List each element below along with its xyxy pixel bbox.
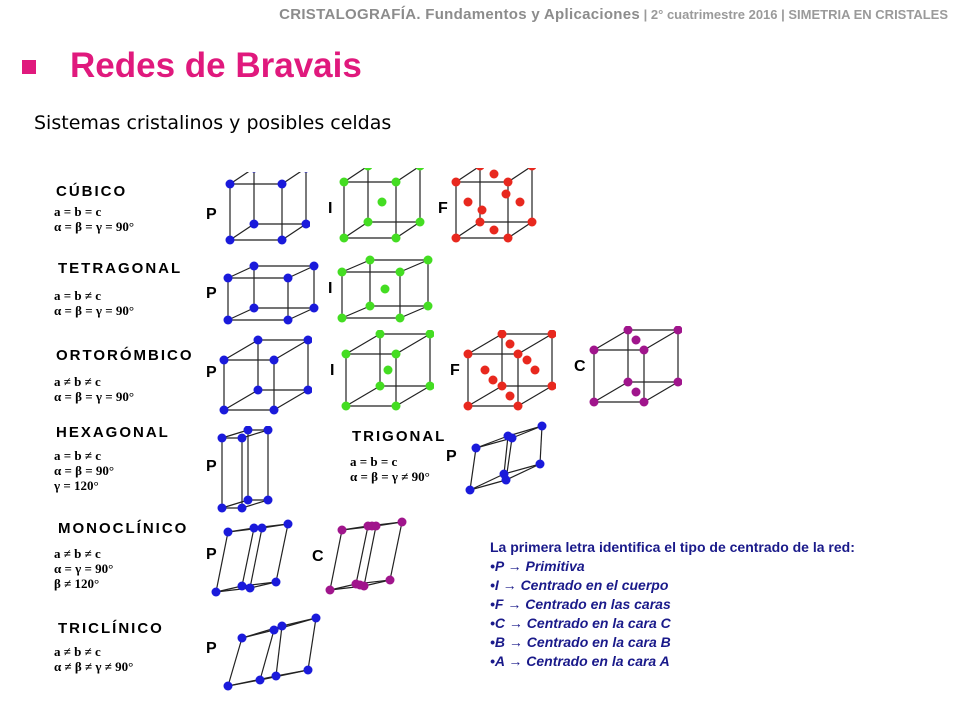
lattice-atom [310,304,319,313]
lattice-atom [368,522,377,531]
cell-cubic-i [336,168,426,246]
lattice-atom [590,346,599,355]
letter-f: F [438,200,448,217]
lattice-atom [476,168,485,171]
legend-item: •I → Centrado en el cuerpo [490,577,669,593]
lattice-atom [624,378,633,387]
cell-trigonal-p [462,420,552,504]
cell-edge [308,618,316,670]
lattice-atom [504,234,513,243]
lattice-atom [284,520,293,529]
cell-edge [400,306,428,318]
system-name-cubic: CÚBICO [56,183,128,200]
lattice-atom [270,626,279,635]
lattice-atom [220,406,229,415]
system-name-triclinic: TRICLÍNICO [58,620,164,637]
lattice-atom [342,350,351,359]
cell-orthorhombic-p [216,334,312,418]
lattice-atom [464,198,473,207]
cell-orthorhombic-f [460,330,556,414]
course-title: CRISTALOGRAFÍA. Fundamentos y Aplicaciones [279,6,641,23]
system-cond-orthorhombic [54,374,134,404]
cell-cubic-f [448,168,538,246]
lattice-atom [674,326,683,335]
cond-line: β ≠ 120° [54,576,100,591]
lattice-atom [392,350,401,359]
lattice-atom [381,285,390,294]
letter-c: C [312,548,324,565]
lattice-atom [514,402,523,411]
cell-edge [276,626,282,676]
lattice-atom [640,398,649,407]
lattice-atom [338,268,347,277]
lattice-atom [424,256,433,265]
lattice-atom [218,504,227,513]
lattice-atom [272,672,281,681]
lattice-atom [416,168,425,171]
legend-item: •F → Centrado en las caras [490,596,671,612]
cell-edge [274,340,308,360]
lattice-atom [264,426,273,435]
cell-triclinic-p [220,612,324,696]
system-name-tetragonal: TETRAGONAL [58,260,183,277]
lattice-atom [338,314,347,323]
lattice-atom [523,356,532,365]
lattice-atom [502,190,511,199]
cell-cubic-p [220,172,310,250]
cell-hexagonal-p [216,426,276,516]
lattice-atom [398,518,407,527]
lattice-atom [464,402,473,411]
lattice-atom [548,330,557,339]
letter-p: P [206,458,217,475]
lattice-atom [538,422,547,431]
lattice-atom [326,586,335,595]
letter-p: P [206,364,217,381]
letter-p: P [206,285,217,302]
lattice-atom [366,302,375,311]
cond-line: α = β = γ = 90° [54,389,135,404]
lattice-atom [258,524,267,533]
lattice-atom [356,581,365,590]
cell-edge [468,386,502,406]
cell-edge [276,670,308,676]
lattice-atom [340,178,349,187]
lattice-atom [392,234,401,243]
cond-line: a = b = c [54,204,102,219]
cell-edge [228,638,242,686]
cond-line: α = β = 90° [54,463,115,478]
letter-p: P [206,546,217,563]
cond-line: α = γ = 90° [54,561,114,576]
lattice-atom [472,444,481,453]
cond-line: α = β = γ ≠ 90° [350,469,430,484]
lattice-atom [464,350,473,359]
lattice-atom [378,198,387,207]
lattice-atom [304,386,313,395]
lattice-atom [340,234,349,243]
lattice-atom [632,388,641,397]
system-cond-hexagonal [54,448,114,493]
title-bullet [22,60,36,74]
legend-item: •B → Centrado en la cara B [490,634,671,650]
lattice-atom [250,304,259,313]
lattice-atom [376,330,385,339]
system-cond-monoclinic [54,546,113,591]
lattice-atom [278,236,287,245]
lattice-atom [254,386,263,395]
lattice-atom [264,496,273,505]
lattice-atom [254,336,263,345]
lattice-atom [506,340,515,349]
letter-c: C [574,358,586,375]
cond-line: a ≠ b ≠ c [54,644,101,659]
legend-item: •P → Primitiva [490,558,585,574]
lattice-atom [516,198,525,207]
cell-edge [346,334,380,354]
cell-edge [342,306,370,318]
lattice-atom [500,470,509,479]
lattice-atom [548,382,557,391]
letter-f: F [450,362,460,379]
cond-line: a ≠ b ≠ c [54,546,101,561]
lattice-atom [250,262,259,271]
cell-edge [224,340,258,360]
cell-edge [594,330,628,350]
cell-edge [476,436,508,448]
system-name-hexagonal: HEXAGONAL [56,424,170,441]
system-name-trigonal: TRIGONAL [352,428,447,445]
cond-line: a = b = c [350,454,398,469]
lattice-atom [238,634,247,643]
lattice-atom [489,376,498,385]
lattice-atom [272,578,281,587]
lattice-atom [396,314,405,323]
lattice-atom [536,460,545,469]
cond-line: γ = 120° [54,478,99,493]
cell-orthorhombic-c [586,326,682,410]
cell-edge [540,426,542,464]
lattice-atom [490,170,499,179]
lattice-atom [342,402,351,411]
lattice-atom [256,676,265,685]
system-cond-cubic [54,204,134,234]
lattice-atom [506,392,515,401]
lattice-atom [338,526,347,535]
lattice-atom [490,226,499,235]
cond-line: a = b ≠ c [54,288,102,303]
cond-line: α = β = γ = 90° [54,303,135,318]
lattice-atom [624,326,633,335]
centering-legend [490,538,855,671]
cell-tetragonal-p [220,258,320,330]
lattice-atom [224,528,233,537]
lattice-atom [364,168,373,171]
lattice-atom [244,496,253,505]
lattice-atom [481,366,490,375]
system-name-orthorhombic: ORTORÓMBICO [56,347,194,364]
lattice-atom [250,172,259,173]
cond-line: a = b ≠ c [54,448,102,463]
lattice-atom [250,524,259,533]
lattice-atom [396,268,405,277]
cell-edge [390,522,402,580]
lattice-atom [452,234,461,243]
cond-line: a ≠ b ≠ c [54,374,101,389]
legend-item: •A → Centrado en la cara A [490,653,670,669]
lattice-atom [674,378,683,387]
lattice-atom [504,432,513,441]
cell-monoclinic-p [206,518,302,602]
lattice-atom [426,330,435,339]
system-cond-triclinic [54,644,133,674]
lattice-atom [312,614,321,623]
lattice-atom [250,220,259,229]
lattice-atom [310,262,319,271]
lattice-atom [226,180,235,189]
lattice-atom [226,236,235,245]
lattice-atom [426,382,435,391]
lattice-atom [466,486,475,495]
lattice-atom [284,274,293,283]
lattice-atom [392,178,401,187]
letter-i: I [328,200,333,217]
lattice-atom [270,356,279,365]
lattice-atom [366,256,375,265]
lattice-atom [528,168,537,171]
lattice-atom [590,398,599,407]
lattice-atom [212,588,221,597]
cell-edge [518,334,552,354]
lattice-atom [498,382,507,391]
lattice-atom [424,302,433,311]
cond-line: α ≠ β ≠ γ ≠ 90° [54,659,134,674]
lattice-atom [528,218,537,227]
cond-line: α = β = γ = 90° [54,219,135,234]
letter-i: I [330,362,335,379]
lattice-atom [640,346,649,355]
cell-orthorhombic-i [338,330,434,414]
lattice-atom [302,172,311,173]
lattice-atom [238,504,247,513]
lattice-atom [224,274,233,283]
lattice-atom [386,576,395,585]
letter-p: P [206,640,217,657]
cell-edge [400,260,428,272]
lattice-atom [384,366,393,375]
system-name-monoclinic: MONOCLÍNICO [58,520,189,537]
cell-edge [216,532,228,592]
cell-edge [228,676,276,686]
legend-heading: La primera letra identifica el tipo de centrado de la red: [490,539,855,555]
lattice-atom [238,434,247,443]
cell-edge [644,382,678,402]
lattice-atom [302,220,311,229]
cell-edge [396,386,430,406]
letter-p: P [206,206,217,223]
lattice-atom [224,316,233,325]
letter-i: I [328,280,333,297]
cell-monoclinic-c [320,516,410,600]
page-subtitle: Sistemas cristalinos y posibles celdas [34,112,392,134]
system-cond-trigonal [350,454,430,484]
system-cond-tetragonal [54,288,134,318]
lattice-atom [452,178,461,187]
cell-edge [260,630,274,680]
lattice-atom [246,584,255,593]
lattice-atom [392,402,401,411]
lattice-atom [476,218,485,227]
lattice-atom [478,206,487,215]
cell-edge [396,334,430,354]
lattice-atom [304,336,313,345]
lattice-atom [278,180,287,189]
lattice-atom [504,178,513,187]
cell-edge [594,382,628,402]
cell-edge [224,390,258,410]
cell-edge [468,334,502,354]
lattice-atom [224,682,233,691]
lattice-atom [284,316,293,325]
cell-edge [470,448,476,490]
lattice-atom [364,218,373,227]
lattice-atom [304,666,313,675]
page-title: Redes de Bravais [70,46,362,85]
letter-p: P [446,448,457,465]
cell-edge [346,386,380,406]
cell-edge [274,390,308,410]
lattice-atom [632,336,641,345]
lattice-atom [218,434,227,443]
lattice-atom [531,366,540,375]
cell-edge [330,530,342,590]
cell-edge [644,330,678,350]
lattice-atom [244,426,253,435]
lattice-atom [498,330,507,339]
lattice-atom [278,622,287,631]
cell-edge [276,524,288,582]
lattice-atom [376,382,385,391]
lattice-atom [416,218,425,227]
cell-tetragonal-i [334,252,434,328]
legend-item: •C → Centrado en la cara C [490,615,671,631]
lattice-atom [270,406,279,415]
cell-edge [342,260,370,272]
lattice-atom [220,356,229,365]
slide-header [279,6,948,23]
lattice-atom [238,582,247,591]
course-info: | 2° cuatrimestre 2016 | SIMETRIA EN CRISTALES [640,7,948,22]
cell-edge [282,618,316,626]
lattice-atom [514,350,523,359]
cell-edge [518,386,552,406]
